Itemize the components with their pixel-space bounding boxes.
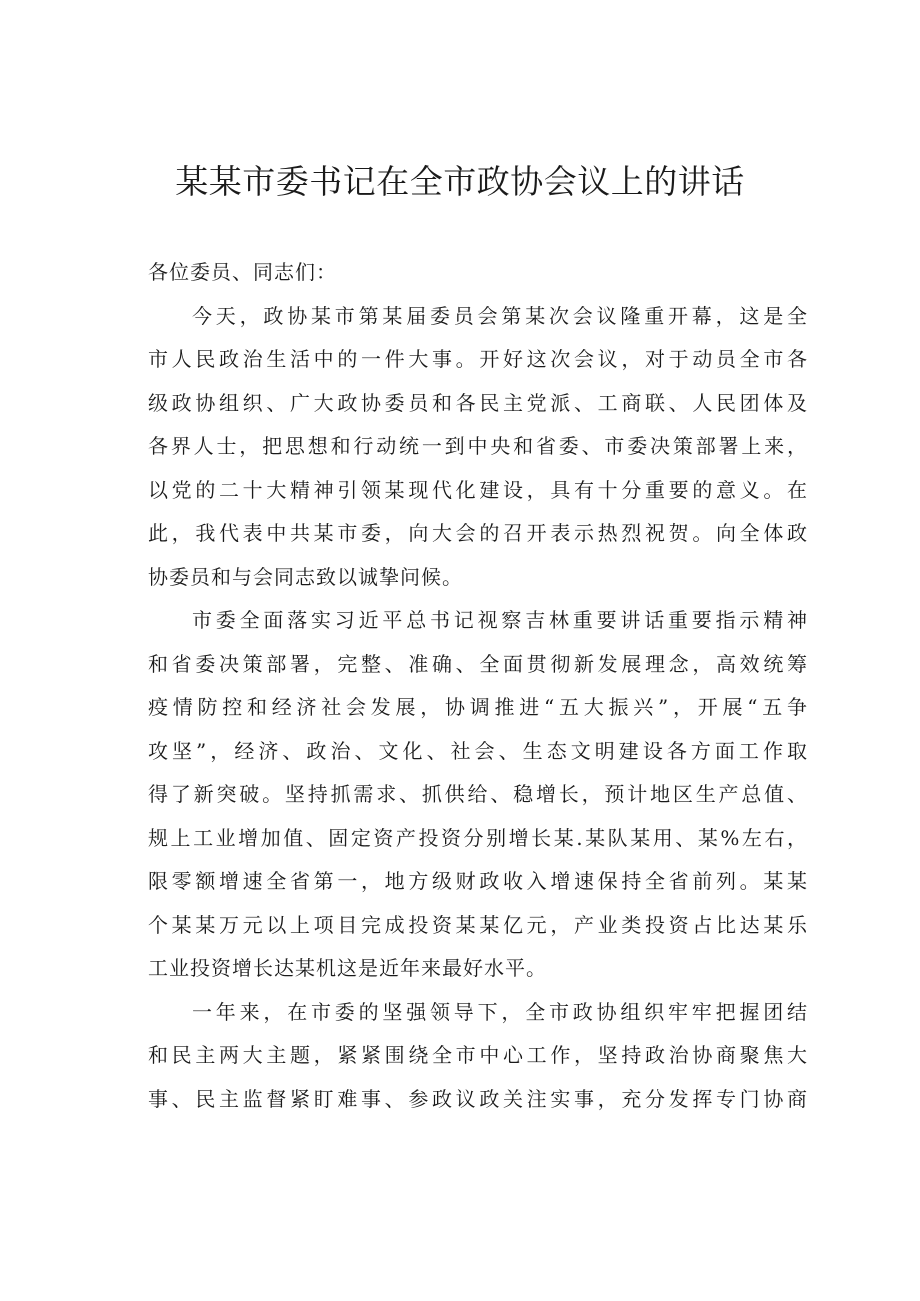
paragraph-line: 市委全面落实习近平总书记视察吉林重要讲话重要指示精神: [192, 608, 808, 632]
salutation: 各位委员、同志们：: [148, 260, 337, 284]
paragraph-line: 一年来，在市委的坚强领导下，全市政协组织牢牢把握团结: [192, 999, 808, 1024]
paragraph-line: 和省委决策部署，完整、准确、全面贯彻新发展理念，高效统筹: [148, 651, 808, 676]
document-title: 某某市委书记在全市政协会议上的讲话: [175, 162, 745, 201]
paragraph-line: 市人民政治生活中的一件大事。开好这次会议，对于动员全市各: [148, 347, 808, 371]
paragraph-line: 今天，政协某市第某届委员会第某次会议隆重开幕，这是全: [192, 303, 808, 328]
paragraph-line: 和民主两大主题，紧紧围绕全市中心工作，坚持政治协商聚焦大: [148, 1043, 808, 1067]
paragraph-line: 个某某万元以上项目完成投资某某亿元，产业类投资占比达某乐: [148, 912, 808, 937]
paragraph-line: 级政协组织、广大政协委员和各民主党派、工商联、人民团体及: [148, 390, 808, 415]
paragraph-line: 协委员和与会同志致以诚挚问候。: [148, 564, 463, 589]
paragraph-review: [148, 991, 808, 1122]
paragraph-line: 各界人士，把思想和行动统一到中央和省委、市委决策部署上来，: [148, 434, 808, 458]
paragraph-opening: [148, 295, 808, 600]
paragraph-line: 疫情防控和经济社会发展，协调推进“五大振兴”，开展“五争: [148, 695, 808, 719]
document-body: [148, 251, 808, 1121]
paragraph-line: 工业投资增长达某机这是近年来最好水平。: [148, 956, 547, 980]
paragraph-line: 事、民主监督紧盯难事、参政议政关注实事，充分发挥专门协商: [148, 1086, 808, 1111]
paragraph-line: 攻坚”，经济、政治、文化、社会、生态文明建设各方面工作取: [148, 738, 808, 763]
paragraph-line: 此，我代表中共某市委，向大会的召开表示热烈祝贺。向全体政: [148, 521, 808, 545]
paragraph-line: 限零额增速全省第一，地方级财政收入增速保持全省前列。某某: [148, 869, 808, 893]
paragraph-achievements: [148, 599, 808, 991]
paragraph-line: 得了新突破。坚持抓需求、抓供给、稳增长，预计地区生产总值、: [148, 782, 808, 806]
paragraph-line: 规上工业增加值、固定资产投资分别增长某.某队某用、某%左右，: [148, 825, 808, 850]
paragraph-line: 以党的二十大精神引领某现代化建设，具有十分重要的意义。在: [148, 477, 808, 502]
